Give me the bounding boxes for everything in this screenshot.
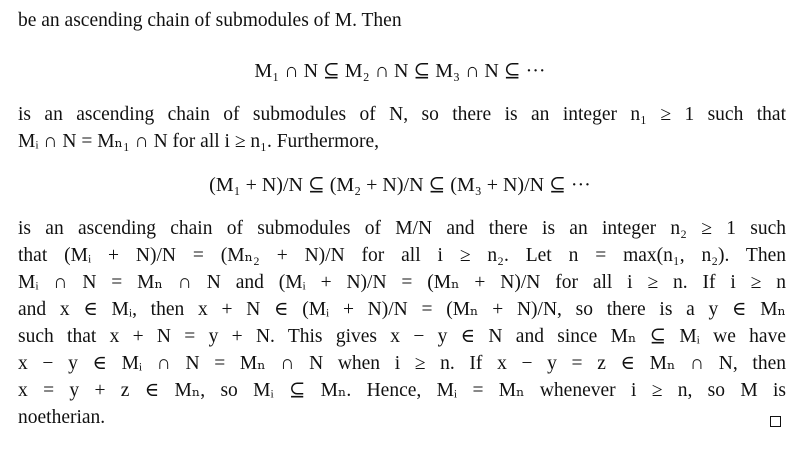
text-line-11: noetherian. (18, 407, 106, 428)
text-line-2: is an ascending chain of submodules of N, so there is an integer n₁ ≥ 1 such that (18, 104, 786, 125)
text-line-1: be an ascending chain of submodules of M. Then (18, 10, 402, 31)
text-line-3: Mᵢ ∩ N = Mₙ₁ ∩ N for all i ≥ n₁. Furthermore, (18, 131, 380, 152)
text-line-8: such that x + N = y + N. This gives x − y ∈ N and since Mₙ ⊆ Mᵢ we have (18, 326, 786, 347)
text-line-7: and x ∈ Mᵢ, then x + N ∈ (Mᵢ + N)/N = (Mₙ + N)/N, so there is a y ∈ Mₙ (18, 299, 786, 320)
end-of-proof-box-icon (770, 416, 781, 427)
text-line-10: x = y + z ∈ Mₙ, so Mᵢ ⊆ Mₙ. Hence, Mᵢ = Mₙ whenever i ≥ n, so M is (18, 380, 786, 401)
display-equation-intersection-chain: M₁ ∩ N ⊆ M₂ ∩ N ⊆ M₃ ∩ N ⊆ ··· (254, 60, 546, 82)
text-line-5: that (Mᵢ + N)/N = (Mₙ₂ + N)/N for all i ≥ n₂. Let n = max(n₁, n₂). Then (18, 245, 786, 266)
text-line-6: Mᵢ ∩ N = Mₙ ∩ N and (Mᵢ + N)/N = (Mₙ + N)/N for all i ≥ n. If i ≥ n (18, 272, 786, 293)
text-line-9: x − y ∈ Mᵢ ∩ N = Mₙ ∩ N when i ≥ n. If x − y = z ∈ Mₙ ∩ N, then (18, 353, 786, 374)
display-equation-quotient-chain: (M₁ + N)/N ⊆ (M₂ + N)/N ⊆ (M₃ + N)/N ⊆ ··· (209, 174, 591, 196)
text-line-4: is an ascending chain of submodules of M/N and there is an integer n₂ ≥ 1 such (18, 218, 786, 239)
